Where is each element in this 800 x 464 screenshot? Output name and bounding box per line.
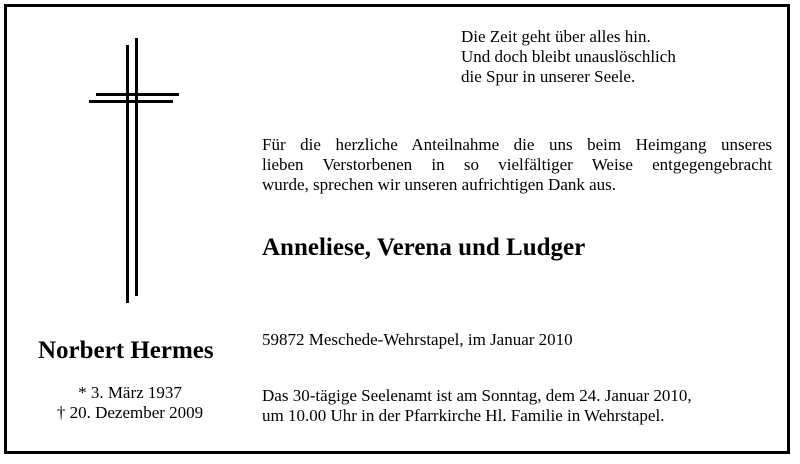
death-date: † 20. Dezember 2009 [56, 403, 204, 422]
mass-line: um 10.00 Uhr in der Pfarrkirche Hl. Familie in Wehrstapel. [262, 406, 665, 425]
thanks-paragraph [262, 135, 772, 195]
poem-line: die Spur in unserer Seele. [461, 67, 636, 86]
life-dates [30, 383, 230, 423]
poem-line: Und doch bleibt unauslöschlich [461, 47, 676, 66]
cross-horizontal-bar [89, 100, 173, 103]
cross-vertical-bar [135, 38, 138, 296]
cross-vertical-bar [126, 45, 129, 303]
place-date: 59872 Meschede-Wehrstapel, im Januar 2010 [262, 330, 573, 349]
signers: Anneliese, Verena und Ludger [262, 234, 586, 261]
deceased-name: Norbert Hermes [38, 337, 214, 364]
poem-line: Die Zeit geht über alles hin. [461, 27, 651, 46]
memorial-mass-info [262, 386, 692, 426]
thanks-line: wurde, sprechen wir unseren aufrichtigen Dank aus. [262, 175, 617, 194]
thanks-line: lieben Verstorbenen in so vielfältiger Weise entgegengebracht [262, 155, 772, 174]
birth-date: * 3. März 1937 [78, 383, 182, 402]
thanks-line: Für die herzliche Anteilnahme die uns beim Heimgang unseres [262, 135, 772, 154]
mass-line: Das 30-tägige Seelenamt ist am Sonntag, dem 24. Januar 2010, [262, 386, 692, 405]
cross-horizontal-bar [96, 93, 179, 96]
poem [461, 27, 761, 87]
